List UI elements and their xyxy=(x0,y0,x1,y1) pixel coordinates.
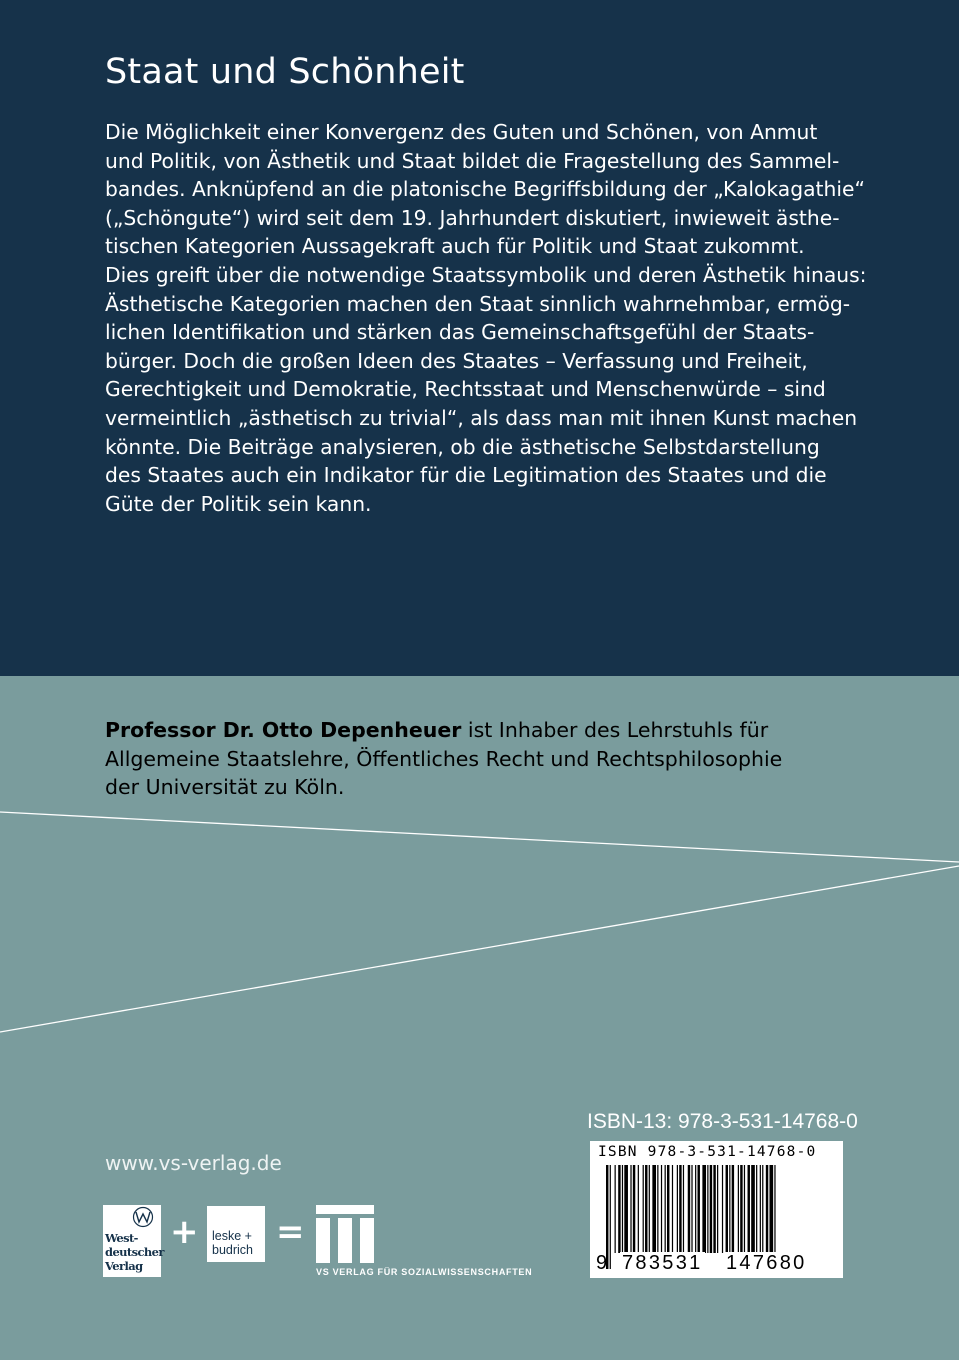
barcode-bar xyxy=(649,1165,650,1253)
isbn-label: ISBN-13: 978-3-531-14768-0 xyxy=(587,1110,858,1133)
barcode-bar xyxy=(756,1165,757,1253)
leske-budrich-logo xyxy=(207,1206,265,1262)
leske-logo-line-2: budrich xyxy=(212,1243,253,1257)
barcode-bar xyxy=(751,1165,755,1253)
blurb-line: bürger. Doch die großen Ideen des Staates – Verfassung und Freiheit, xyxy=(105,348,808,373)
barcode-bar xyxy=(702,1165,706,1253)
author-line-1 xyxy=(105,716,865,745)
barcode-bar xyxy=(645,1165,647,1253)
blurb-line: und Politik, von Ästhetik und Staat bildet die Fragestellung des Sammel- xyxy=(105,148,840,173)
barcode-bar xyxy=(710,1165,712,1253)
barcode-bar xyxy=(633,1165,635,1253)
w-emblem-icon xyxy=(103,1205,161,1233)
barcode-bar xyxy=(707,1165,708,1253)
blurb-line: des Staates auch ein Indikator für die Legitimation des Staates und die xyxy=(105,463,827,488)
author-bio xyxy=(105,716,865,802)
barcode-bar xyxy=(622,1165,623,1253)
barcode-bar xyxy=(688,1165,690,1253)
barcode-bar xyxy=(665,1165,666,1253)
barcode-bar xyxy=(744,1165,745,1253)
blurb-line: vermeintlich „ästhetisch zu trivial“, als dass man mit ihnen Kunst machen xyxy=(105,405,858,430)
barcode-bar xyxy=(624,1165,628,1253)
barcode-bar xyxy=(713,1165,715,1253)
westdeutscher-logo-text xyxy=(105,1231,164,1273)
barcode-bar xyxy=(683,1165,684,1253)
barcode-bar xyxy=(679,1165,681,1253)
blurb-line: Die Möglichkeit einer Konvergenz des Guten und Schönen, von Anmut xyxy=(105,120,818,144)
blurb-line: lichen Identifikation und stärken das Gemeinschaftsgefühl der Staats- xyxy=(105,320,815,345)
barcode-bar xyxy=(729,1165,730,1253)
barcode-bar xyxy=(740,1165,742,1253)
barcode-bar xyxy=(652,1165,656,1253)
barcode-first-digit: 9 xyxy=(596,1252,608,1274)
westdeutscher-verlag-logo xyxy=(103,1205,164,1277)
barcode-bar xyxy=(618,1165,620,1253)
diagonal-line-upper xyxy=(0,812,959,862)
barcode-bar xyxy=(643,1165,644,1253)
barcode-bar xyxy=(667,1165,669,1253)
barcode-bar xyxy=(762,1165,763,1253)
barcode-isbn-text: ISBN 978-3-531-14768-0 xyxy=(598,1144,817,1160)
barcode-bar xyxy=(769,1165,773,1253)
leske-logo-line-1: leske + xyxy=(212,1229,252,1243)
blurb-line: Güte der Politik sein kann. xyxy=(105,491,372,516)
blurb-line: („Schöngute“) wird seit dem 19. Jahrhundert diskutiert, inwieweit ästhe- xyxy=(105,205,840,230)
publisher-url[interactable]: www.vs-verlag.de xyxy=(105,1151,282,1175)
barcode-bar xyxy=(657,1165,658,1253)
barcode-bar xyxy=(748,1165,750,1253)
barcode-bar xyxy=(638,1165,639,1253)
equals-sign: = xyxy=(276,1212,305,1252)
barcode-bar xyxy=(677,1165,678,1253)
blurb-line: könnte. Die Beiträge analysieren, ob die ästhetische Selbstdarstellung xyxy=(105,434,820,459)
barcode-bar xyxy=(732,1165,734,1253)
author-line-2: Allgemeine Staatslehre, Öffentliches Recht und Rechtsphilosophie xyxy=(105,746,783,771)
book-title: Staat und Schönheit xyxy=(105,52,465,92)
barcode-bar xyxy=(691,1165,692,1253)
barcode-bar xyxy=(672,1165,673,1253)
barcode-bar xyxy=(615,1165,616,1253)
blurb-line: bandes. Anknüpfend an die platonische Begriffsbildung der „Kalokagathie“ xyxy=(105,177,865,202)
logo-text-line: West- xyxy=(105,1231,138,1245)
vs-verlag-logo-icon xyxy=(316,1205,376,1265)
barcode-bar xyxy=(774,1165,775,1253)
author-line-1-text: ist Inhaber des Lehrstuhls für xyxy=(461,718,769,742)
blurb-line: Ästhetische Kategorien machen den Staat sinnlich wahrnehmbar, ermög- xyxy=(105,291,851,316)
barcode-bar xyxy=(610,1165,611,1269)
barcode-bar xyxy=(630,1165,631,1253)
logo-text-line: Verlag xyxy=(105,1259,143,1273)
plus-sign: + xyxy=(170,1212,199,1252)
barcode-bar xyxy=(722,1165,723,1253)
author-line-3: der Universität zu Köln. xyxy=(105,775,345,799)
barcode-group-1: 783531 xyxy=(622,1252,703,1274)
barcode-bar xyxy=(766,1165,768,1253)
diagonal-line-lower xyxy=(0,866,959,1032)
vs-verlag-logo-text: VS VERLAG FÜR SOZIALWISSENSCHAFTEN xyxy=(316,1267,533,1277)
blurb-line: Dies greift über die notwendige Staatssymbolik und deren Ästhetik hinaus: xyxy=(105,262,867,287)
author-name: Professor Dr. Otto Depenheuer xyxy=(105,718,462,742)
logo-text-line: deutscher xyxy=(105,1245,164,1259)
barcode-bar xyxy=(717,1165,718,1253)
barcode-bar xyxy=(760,1165,761,1253)
blurb-line: Gerechtigkeit und Demokratie, Rechtsstaat und Menschenwürde – sind xyxy=(105,377,826,402)
barcode-group-2: 147680 xyxy=(726,1252,807,1274)
barcode-bar xyxy=(661,1165,662,1253)
barcode-bar xyxy=(738,1165,739,1253)
barcode-bar xyxy=(726,1165,728,1253)
barcode xyxy=(590,1141,843,1278)
blurb-line: tischen Kategorien Aussagekraft auch für Politik und Staat zukommt. xyxy=(105,234,805,259)
